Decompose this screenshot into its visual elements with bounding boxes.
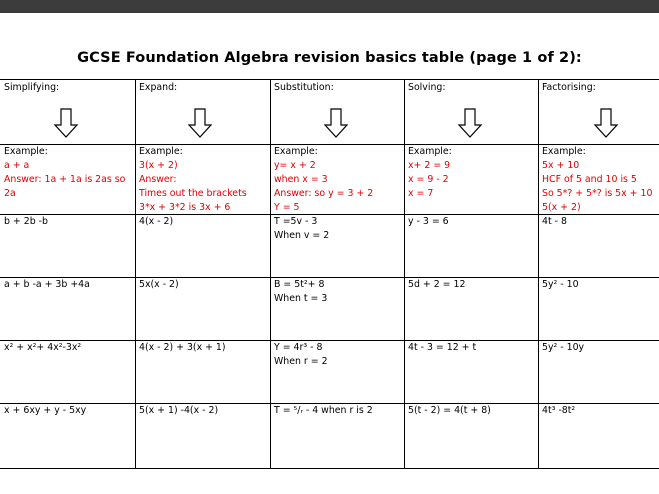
example-simplifying: Example: a + a Answer: 1a + 1a is 2as so 2a (4, 146, 126, 199)
question-simplifying-2 (4, 278, 90, 292)
question-line: 5(x + 1) -4(x - 2) (139, 405, 219, 416)
question-expand-2 (139, 278, 179, 292)
table-line (0, 468, 659, 469)
question-solving-1 (408, 215, 449, 229)
question-factorising-2 (542, 278, 579, 292)
question-line: x² + x²+ 4x²-3x² (4, 342, 82, 353)
question-substitution-2 (274, 278, 327, 306)
question-expand-1 (139, 215, 173, 229)
question-line: 5y² - 10y (542, 342, 585, 353)
down-arrow-icon (53, 108, 79, 138)
question-line: b + 2b -b (4, 216, 48, 227)
question-line: 4(x - 2) + 3(x + 1) (139, 342, 226, 353)
table-line (404, 79, 405, 469)
question-line: 4(x - 2) (139, 216, 174, 227)
question-substitution-4 (274, 404, 373, 418)
question-line: When v = 2 (274, 230, 330, 241)
table-line (270, 79, 271, 469)
question-line: 5(t - 2) = 4(t + 8) (408, 405, 491, 416)
example-solving: Example: x+ 2 = 9 x = 9 - 2 x = 7 (408, 146, 452, 199)
question-substitution-3 (274, 341, 328, 369)
question-factorising-3 (542, 341, 584, 355)
question-line: When r = 2 (274, 356, 328, 367)
question-simplifying-4 (4, 404, 86, 418)
question-factorising-4 (542, 404, 575, 418)
question-simplifying-1 (4, 215, 48, 229)
question-line: 5y² - 10 (542, 279, 579, 290)
down-arrow-icon (593, 108, 619, 138)
question-solving-3 (408, 341, 476, 355)
table-line (0, 79, 659, 80)
header-solving: Solving: (408, 82, 446, 93)
question-expand-4 (139, 404, 218, 418)
page-title: GCSE Foundation Algebra revision basics table (page 1 of 2): (77, 50, 582, 66)
down-arrow-icon (187, 108, 213, 138)
question-line: a + b -a + 3b +4a (4, 279, 90, 290)
question-expand-3 (139, 341, 226, 355)
table-line (538, 79, 539, 469)
example-expand: Example: 3(x + 2) Answer: Times out the brackets 3*x + 3*2 is 3x + 6 (139, 146, 247, 213)
table-line (135, 79, 136, 469)
header-expand: Expand: (139, 82, 178, 93)
question-line: 5d + 2 = 12 (408, 279, 466, 290)
example-substitution: Example: y= x + 2 when x = 3 Answer: so y = 3 + 2 Y = 5 (274, 146, 374, 213)
question-solving-2 (408, 278, 465, 292)
question-factorising-1 (542, 215, 567, 229)
question-line: T = ⁵/ᵣ - 4 when r is 2 (274, 405, 373, 416)
header-factorising: Factorising: (542, 82, 596, 93)
question-line: T =5v - 3 (274, 216, 318, 227)
question-line: B = 5t²+ 8 (274, 279, 325, 290)
question-line: 5x(x - 2) (139, 279, 179, 290)
question-line: Y = 4r³ - 8 (274, 342, 323, 353)
header-simplifying: Simplifying: (4, 82, 60, 93)
question-line: 4t - 8 (542, 216, 567, 227)
question-simplifying-3 (4, 341, 81, 355)
example-factorising: Example: 5x + 10 HCF of 5 and 10 is 5 So 5*? + 5*? is 5x + 10 5(x + 2) (542, 146, 653, 213)
question-line: 4t - 3 = 12 + t (408, 342, 477, 353)
question-line: When t = 3 (274, 293, 328, 304)
header-substitution: Substitution: (274, 82, 334, 93)
question-line: y - 3 = 6 (408, 216, 449, 227)
question-solving-4 (408, 404, 491, 418)
down-arrow-icon (457, 108, 483, 138)
question-line: 4t³ -8t² (542, 405, 576, 416)
question-substitution-1 (274, 215, 329, 243)
down-arrow-icon (323, 108, 349, 138)
question-line: x + 6xy + y - 5xy (4, 405, 87, 416)
